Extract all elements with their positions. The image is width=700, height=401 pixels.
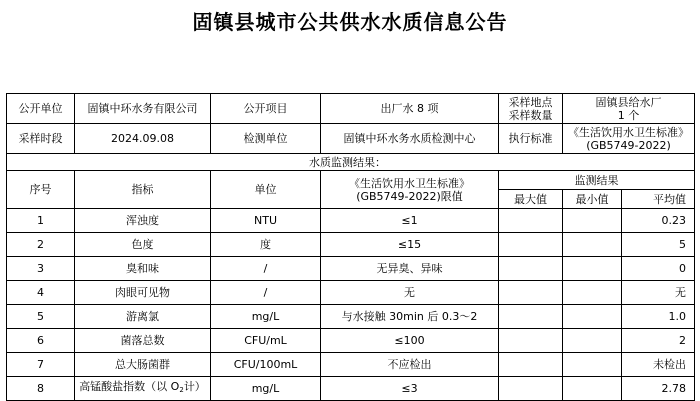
row-min [563,353,622,377]
row-max [499,281,563,305]
row-avg: 1.0 [622,305,695,329]
row-unit: mg/L [211,377,321,401]
table-row [7,209,695,233]
table-row [7,281,695,305]
row-max [499,377,563,401]
period-value: 2024.09.08 [75,124,211,154]
table-row [7,353,695,377]
std-value [563,124,695,154]
row-limit: ≤15 [321,233,499,257]
publisher-value: 固镇中环水务有限公司 [75,94,211,124]
row-indicator: 臭和味 [75,257,211,281]
publisher-label: 公开单位 [7,94,75,124]
qty-value: 1 个 [617,108,640,122]
row-unit: CFU/mL [211,329,321,353]
row-index: 4 [7,281,75,305]
row-index: 3 [7,257,75,281]
table-row [7,257,695,281]
indicator-text-end: 计） [183,380,206,393]
header-row-1 [7,171,695,190]
row-avg: 未检出 [622,353,695,377]
row-index: 5 [7,305,75,329]
row-indicator: 游离氯 [75,305,211,329]
indicator-text: 高锰酸盐指数（以 O [79,380,180,393]
table-row [7,329,695,353]
row-limit: ≤3 [321,377,499,401]
row-avg: 0 [622,257,695,281]
row-min [563,281,622,305]
row-max [499,209,563,233]
site-value: 固镇县给水厂 [595,95,662,109]
header-min: 最小值 [563,190,622,209]
unit-value: 固镇中环水务水质检测中心 [321,124,499,154]
header-unit: 单位 [211,171,321,209]
item-value: 出厂水 8 项 [321,94,499,124]
row-unit: CFU/100mL [211,353,321,377]
row-indicator: 总大肠菌群 [75,353,211,377]
row-limit: ≤1 [321,209,499,233]
table-row [7,233,695,257]
row-limit: 无异臭、异味 [321,257,499,281]
row-index: 1 [7,209,75,233]
row-index: 8 [7,377,75,401]
row-avg: 无 [622,281,695,305]
row-indicator: 浑浊度 [75,209,211,233]
page-title: 固镇县城市公共供水水质信息公告 [192,10,508,34]
row-indicator: 菌落总数 [75,329,211,353]
row-limit: 与水接触 30min 后 0.3～2 [321,305,499,329]
header-limit-line2: (GB5749-2022)限值 [356,189,463,203]
site-label: 采样地点 [508,95,553,109]
period-label: 采样时段 [7,124,75,154]
row-limit: 无 [321,281,499,305]
row-limit: 不应检出 [321,353,499,377]
section-title: 水质监测结果： [7,154,695,171]
row-indicator: 色度 [75,233,211,257]
row-indicator: 肉眼可见物 [75,281,211,305]
row-max [499,305,563,329]
header-limit [321,171,499,209]
row-unit: 度 [211,233,321,257]
std-value-line1: 《生活饮用水卫生标准》 [568,125,689,139]
row-max [499,257,563,281]
site-values [563,94,695,124]
row-unit: / [211,257,321,281]
unit-label: 检测单位 [211,124,321,154]
section-row [7,154,695,171]
row-min [563,209,622,233]
row-max [499,233,563,257]
table-row [7,305,695,329]
site-labels [499,94,563,124]
std-label: 执行标准 [499,124,563,154]
row-avg: 2.78 [622,377,695,401]
row-min [563,305,622,329]
item-label: 公开项目 [211,94,321,124]
row-indicator [75,377,211,401]
row-max [499,353,563,377]
row-avg: 0.23 [622,209,695,233]
header-index: 序号 [7,171,75,209]
water-quality-table [6,93,695,401]
row-unit: mg/L [211,305,321,329]
row-avg: 2 [622,329,695,353]
std-value-line2: (GB5749-2022) [586,138,671,152]
table-row [7,377,695,401]
indicator-subscript: 2 [179,386,184,394]
row-unit: / [211,281,321,305]
row-avg: 5 [622,233,695,257]
header-limit-line1: 《生活饮用水卫生标准》 [349,176,470,190]
row-min [563,257,622,281]
header-max: 最大值 [499,190,563,209]
header-results: 监测结果 [499,171,695,190]
row-limit: ≤100 [321,329,499,353]
info-row-period [7,124,695,154]
row-index: 2 [7,233,75,257]
row-min [563,233,622,257]
info-row-publisher [7,94,695,124]
row-max [499,329,563,353]
row-unit: NTU [211,209,321,233]
row-index: 6 [7,329,75,353]
row-min [563,329,622,353]
qty-label: 采样数量 [508,108,553,122]
header-avg: 平均值 [622,190,695,209]
row-min [563,377,622,401]
row-index: 7 [7,353,75,377]
header-indicator: 指标 [75,171,211,209]
